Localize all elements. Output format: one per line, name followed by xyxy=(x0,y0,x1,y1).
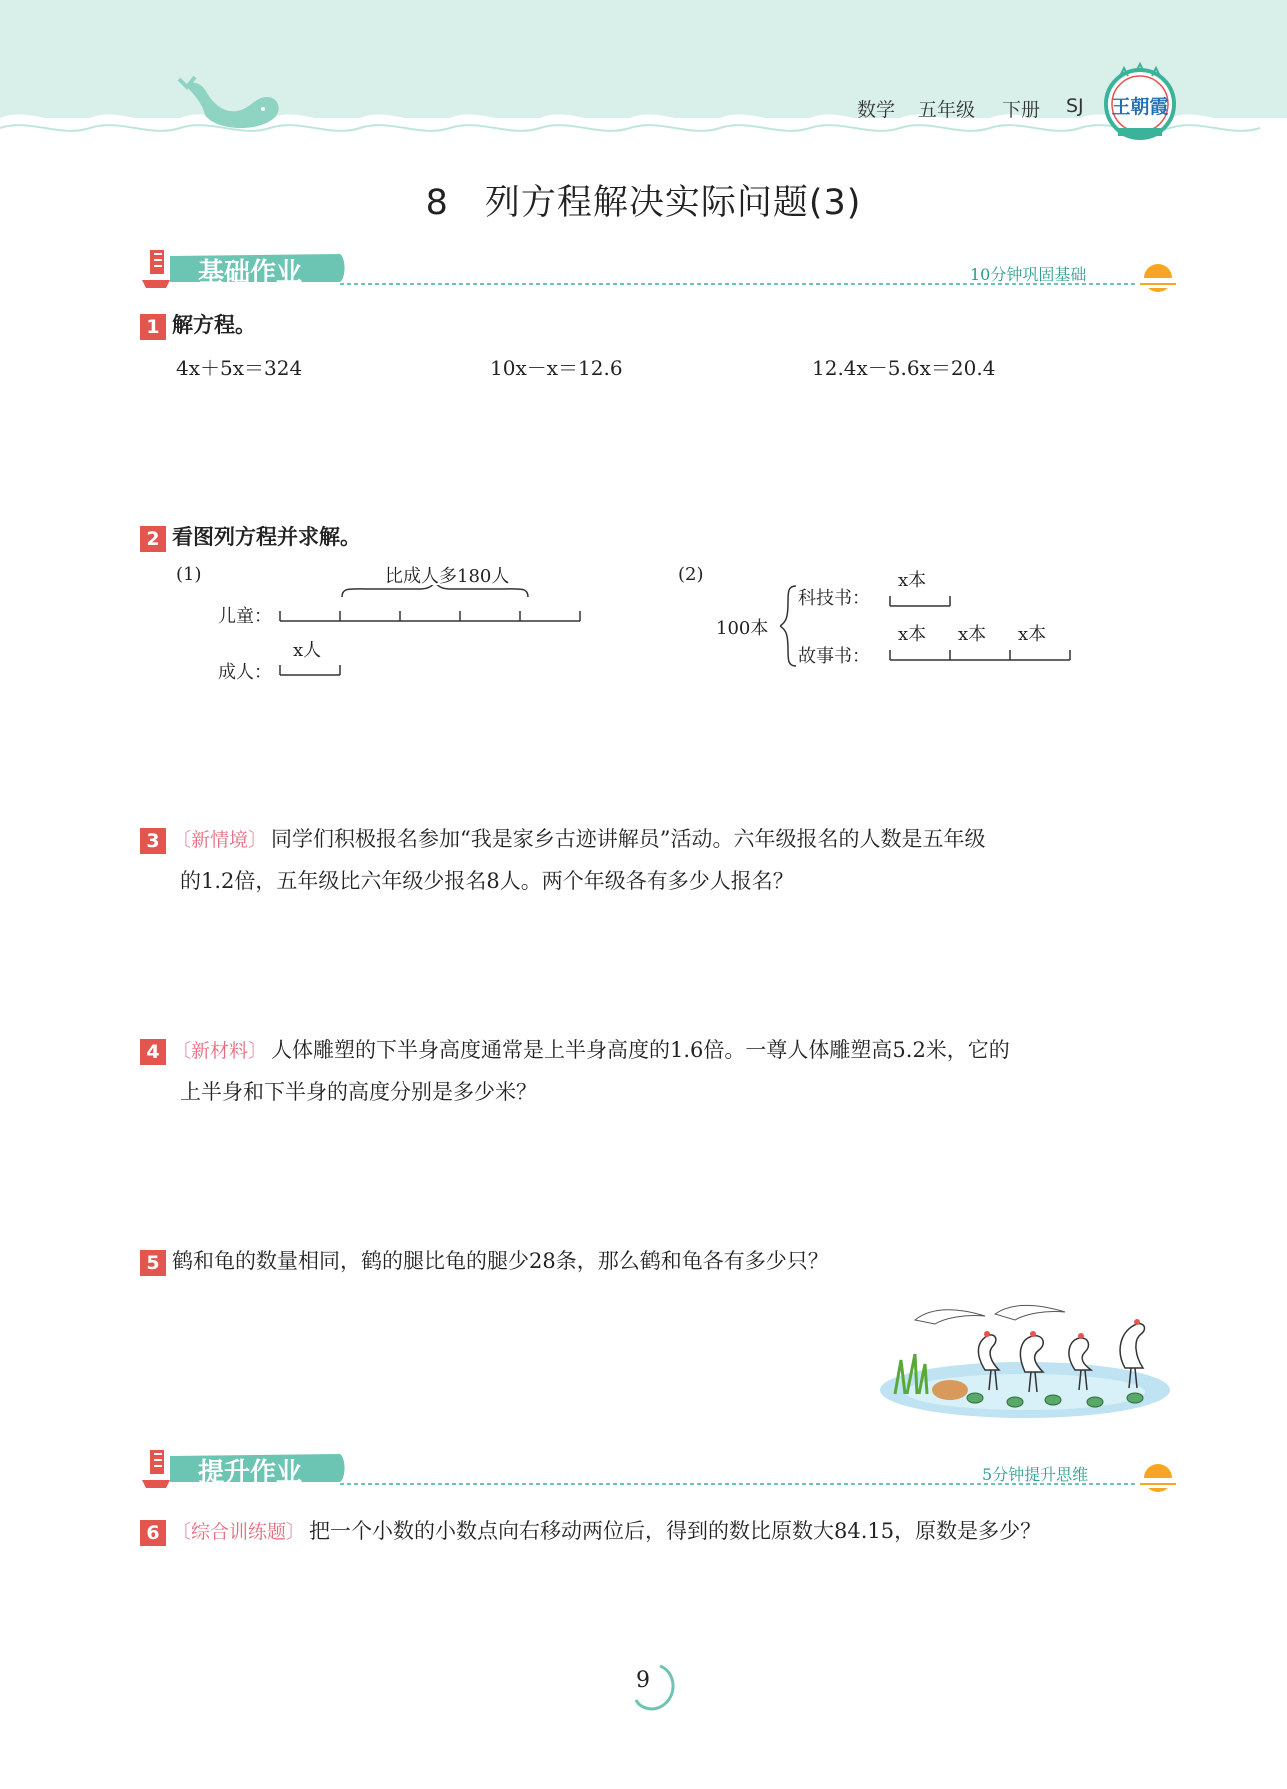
total-label: 100本 xyxy=(716,618,769,639)
page-title: 8 列方程解决实际问题(3) xyxy=(425,183,862,223)
question-text-line1: 同学们积极报名参加“我是家乡古迹讲解员”活动。六年级报名的人数是五年级 xyxy=(271,827,986,851)
header-volume: 下册 xyxy=(1002,99,1041,121)
question-tag: 〔综合训练题〕 xyxy=(172,1521,306,1543)
header-grade: 五年级 xyxy=(918,99,976,121)
line-diagram-1 xyxy=(270,585,590,685)
question-prompt: 解方程。 xyxy=(172,313,256,337)
question-4 xyxy=(140,1029,1180,1072)
question-number: 2 xyxy=(140,526,166,552)
science-label: 科技书： xyxy=(798,588,870,609)
science-x-label: x本 xyxy=(898,570,927,591)
brand-logo xyxy=(1100,62,1180,142)
equation-2: 10x－x＝12.6 xyxy=(490,356,623,380)
question-5 xyxy=(140,1240,1180,1282)
section-advanced-label: 提升作业 xyxy=(198,1458,303,1488)
section-basic-label: 基础作业 xyxy=(198,258,303,288)
question-text-line1: 人体雕塑的下半身高度通常是上半身高度的1.6倍。一尊人体雕塑高5.2米，它的 xyxy=(271,1038,1010,1062)
question-prompt: 看图列方程并求解。 xyxy=(172,525,361,549)
part2-label: (2) xyxy=(678,564,704,585)
story-label: 故事书： xyxy=(798,646,870,667)
question-1 xyxy=(140,304,1180,346)
brace-text: 比成人多180人 xyxy=(385,566,510,587)
section-basic-note: 10分钟巩固基础 xyxy=(970,265,1087,284)
story-x-label-1: x本 xyxy=(898,624,927,645)
page-number: 9 xyxy=(636,1668,650,1693)
question-number: 5 xyxy=(140,1250,166,1276)
question-6 xyxy=(140,1510,1180,1553)
question-tag: 〔新材料〕 xyxy=(172,1040,268,1062)
question-4-cont: 上半身和下半身的高度分别是多少米？ xyxy=(180,1080,537,1104)
equation-3: 12.4x－5.6x＝20.4 xyxy=(812,356,996,380)
question-text: 把一个小数的小数点向右移动两位后，得到的数比原数大84.15，原数是多少？ xyxy=(309,1519,1042,1543)
equation-1: 4x＋5x＝324 xyxy=(176,356,303,380)
question-3-cont: 的1.2倍，五年级比六年级少报名8人。两个年级各有多少人报名？ xyxy=(180,869,794,893)
story-x-label-2: x本 xyxy=(958,624,987,645)
question-2 xyxy=(140,516,1180,558)
section-advanced xyxy=(140,1444,1180,1492)
children-label: 儿童： xyxy=(218,606,272,627)
section-basic xyxy=(140,244,1180,292)
story-x-label-3: x本 xyxy=(1018,624,1047,645)
header-subject: 数学 xyxy=(857,99,896,121)
question-3 xyxy=(140,818,1180,861)
crane-turtle-illustration xyxy=(875,1290,1175,1420)
question-tag: 〔新情境〕 xyxy=(172,829,268,851)
logo-text: 王朝霞 xyxy=(1111,96,1169,118)
section-advanced-note: 5分钟提升思维 xyxy=(982,1465,1089,1484)
part1-label: (1) xyxy=(176,564,202,585)
header-edition: SJ xyxy=(1066,95,1084,117)
line-diagram-2 xyxy=(780,582,1080,672)
adult-x-label: x人 xyxy=(293,640,322,661)
adults-label: 成人： xyxy=(218,662,272,683)
question-number: 3 xyxy=(140,828,166,854)
question-number: 1 xyxy=(140,314,166,340)
question-text: 鹤和龟的数量相同，鹤的腿比龟的腿少28条，那么鹤和龟各有多少只？ xyxy=(172,1249,829,1273)
question-number: 4 xyxy=(140,1039,166,1065)
question-number: 6 xyxy=(140,1520,166,1546)
whale-icon xyxy=(175,75,285,135)
